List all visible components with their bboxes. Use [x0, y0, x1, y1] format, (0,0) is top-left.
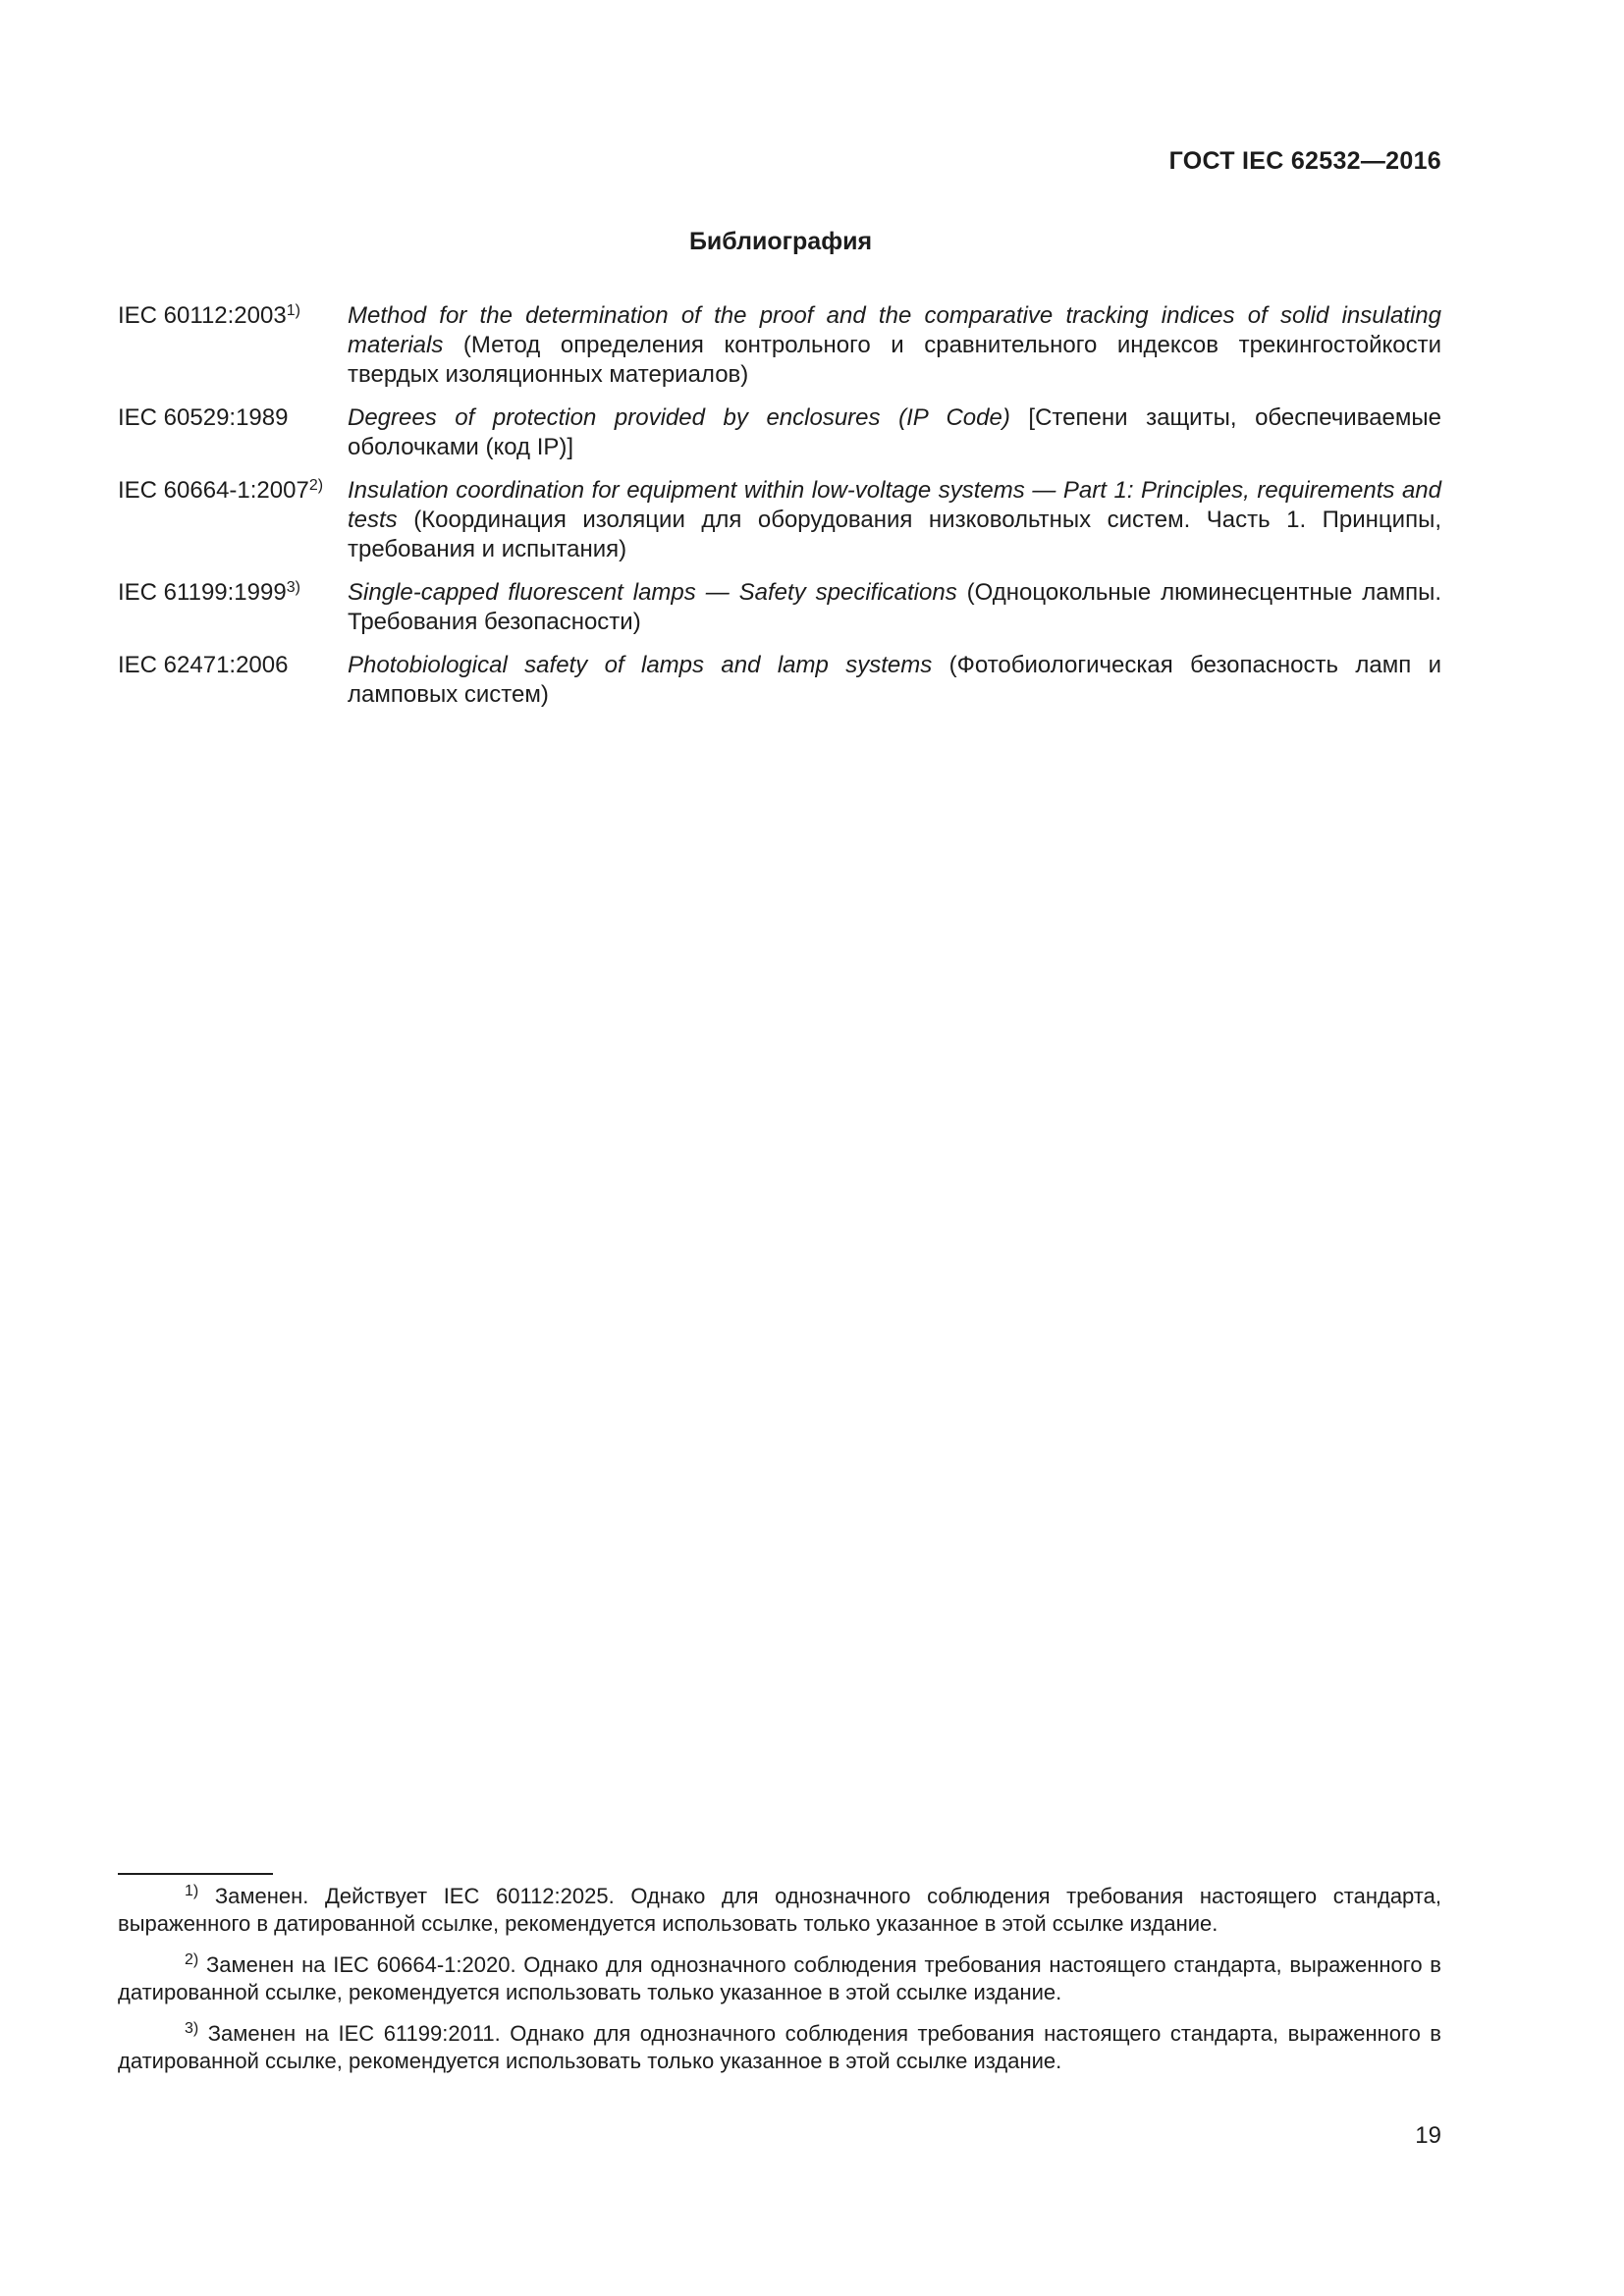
title-english: Insulation coordination for equipment within low-voltage systems — Part 1: Principles, requirements and tests [348, 477, 1441, 533]
title-russian: [Степени защиты, обеспечиваемые оболочками (код IP)] [348, 404, 1441, 460]
footnote [118, 1951, 1441, 2006]
entry-reference [118, 651, 348, 710]
entry-reference [118, 476, 348, 564]
reference-code: IEC 60112:2003 [118, 302, 287, 329]
entry-reference [118, 403, 348, 462]
title-russian: (Одноцокольные люминесцентные лампы. Требования безопасности) [348, 579, 1442, 635]
footnote [118, 2020, 1441, 2075]
footnote-text: Заменен. Действует IEC 60112:2025. Однако для однозначного соблюдения требования настоящего стандарта, выраженного в датированной ссылке, рекомендуется использовать только указанное в этой ссылке издание. [118, 1884, 1441, 1936]
footnote-text: Заменен на IEC 61199:2011. Однако для однозначного соблюдения требования настоящего стандарта, выраженного в датированной ссылке, рекомендуется использовать только указанное в этой ссылке издание. [118, 2021, 1441, 2073]
document-header: ГОСТ IEC 62532—2016 [1168, 147, 1441, 175]
reference-code: IEC 60664-1:2007 [118, 477, 309, 504]
reference-code: IEC 60529:1989 [118, 404, 289, 431]
footnotes [118, 1883, 1441, 2089]
title-russian: (Координация изоляции для оборудования низковольтных систем. Часть 1. Принципы, требования и испытания) [348, 507, 1441, 562]
footnote-mark[interactable]: 3) [286, 579, 300, 596]
bibliography-entry [118, 578, 1441, 637]
bibliography-entry [118, 301, 1441, 390]
bibliography-entry [118, 651, 1441, 710]
footnote-divider [118, 1873, 273, 1875]
title-english: Photobiological safety of lamps and lamp systems [348, 652, 933, 678]
bibliography-entry [118, 476, 1441, 564]
section-title: Библиография [688, 228, 873, 255]
footnote-mark: 3) [185, 2020, 199, 2037]
entry-reference [118, 301, 348, 390]
page-number: 19 [1415, 2122, 1441, 2149]
footnote-mark: 1) [185, 1883, 199, 1899]
title-russian: (Метод определения контрольного и сравнительного индексов трекингостойкости твердых изоляционных материалов) [348, 332, 1441, 388]
footnote [118, 1883, 1441, 1938]
title-english: Single-capped fluorescent lamps — Safety specifications [348, 579, 957, 606]
footnote-text: Заменен на IEC 60664-1:2020. Однако для однозначного соблюдения требования настоящего стандарта, выраженного в датированной ссылке, рекомендуется использовать только указанное в этой ссылке издание. [118, 1952, 1441, 2004]
entry-description [348, 651, 1441, 710]
title-english: Degrees of protection provided by enclosures (IP Code) [348, 404, 1010, 431]
entry-description [348, 403, 1441, 462]
bibliography-entry [118, 403, 1441, 462]
reference-code: IEC 62471:2006 [118, 652, 289, 678]
entry-description [348, 476, 1441, 564]
entry-description [348, 578, 1441, 637]
reference-code: IEC 61199:1999 [118, 579, 287, 606]
footnote-mark[interactable]: 1) [286, 302, 300, 319]
footnote-mark[interactable]: 2) [308, 477, 324, 494]
title-russian: (Фотобиологическая безопасность ламп и ламповых систем) [348, 652, 1441, 708]
entry-description [348, 301, 1441, 390]
bibliography-list [118, 301, 1441, 723]
footnote-mark: 2) [185, 1951, 199, 1968]
entry-reference [118, 578, 348, 637]
title-english: Method for the determination of the proof and the comparative tracking indices of solid insulating materials [348, 302, 1441, 358]
